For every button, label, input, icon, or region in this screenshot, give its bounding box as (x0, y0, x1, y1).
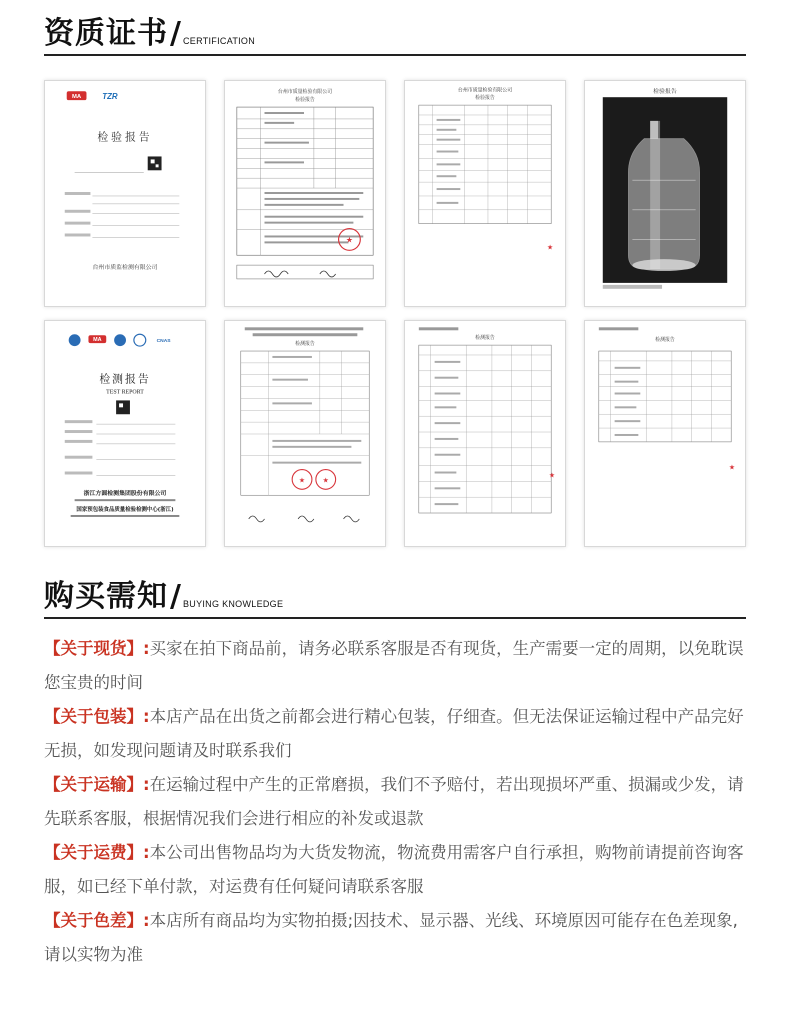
buying-header (44, 577, 746, 619)
certification-header (44, 14, 746, 56)
note-freight (44, 836, 746, 904)
ma-logo-icon (67, 91, 87, 100)
cert-4-heading: 检验报告 (653, 89, 677, 96)
cert-7-heading: 检测报告 (475, 335, 495, 342)
buying-notes (44, 632, 746, 972)
cert-2-heading: 检验报告 (295, 97, 315, 104)
title-slash: / (170, 16, 181, 51)
note-text: 本店所有商品均为实物拍摄;因技术、显示器、光线、环境原因可能存在色差现象,请以实物为准 (44, 911, 738, 964)
certificate-4[interactable] (584, 80, 746, 307)
header-rule (44, 54, 746, 56)
cert-5-footer: 浙江方圆检测集团股份有限公司 (83, 491, 167, 498)
note-tag: 【关于运输】: (44, 775, 150, 794)
certificate-6[interactable] (224, 320, 386, 547)
red-stamp-icon: ★ (548, 471, 556, 480)
cert-5-subheading: TEST REPORT (106, 389, 144, 396)
note-text: 本公司出售物品均为大货发物流，物流费用需客户自行承担，购物前请提前咨询客服，如已经下单付款，对运费有任何疑问请联系客服 (44, 843, 744, 896)
ilac-logo-icon (114, 334, 126, 346)
svg-text:★: ★ (298, 476, 306, 485)
qr-code-icon (148, 156, 162, 170)
note-tag: 【关于包装】: (44, 707, 150, 726)
org-logo-icon (69, 334, 81, 346)
note-packaging (44, 700, 746, 768)
header-rule (44, 617, 746, 619)
certificate-1[interactable] (44, 80, 206, 307)
tzr-logo-icon (102, 92, 118, 101)
certificate-8[interactable] (584, 320, 746, 547)
cert-5-footer2: 国家预包装食品质量检验检测中心(浙江) (76, 507, 174, 514)
certificate-7[interactable] (404, 320, 566, 547)
title-slash: / (170, 579, 181, 614)
svg-text:TZR: TZR (102, 92, 118, 102)
red-stamp-icon: ★ (728, 463, 736, 472)
note-text: 买家在拍下商品前，请务必联系客服是否有现货，生产需要一定的周期，以免耽误您宝贵的时间 (44, 639, 744, 692)
note-text: 本店产品在出货之前都会进行精心包装，仔细查。但无法保证运输过程中产品完好无损，如发现问题请及时联系我们 (44, 707, 744, 760)
cert-5-heading: 检测报告 (99, 372, 151, 386)
svg-text:★: ★ (322, 476, 329, 485)
certification-title: 资质证书 (44, 16, 168, 51)
note-tag: 【关于运费】: (44, 843, 150, 862)
cert-6-heading: 检测报告 (295, 341, 315, 348)
buying-subtitle: BUYING KNOWLEDGE (182, 599, 284, 609)
buying-title: 购买需知 (44, 579, 168, 614)
note-color (44, 904, 746, 972)
cert-3-header: 台州市质量检验有限公司 (457, 87, 513, 94)
svg-text:MA: MA (72, 94, 82, 101)
certificate-grid (44, 80, 746, 547)
note-shipping (44, 768, 746, 836)
certificate-3[interactable] (404, 80, 566, 307)
red-stamp-icon: ★ (546, 243, 554, 252)
note-stock (44, 632, 746, 700)
certificate-5[interactable] (44, 320, 206, 547)
cert-8-heading: 检测报告 (655, 337, 675, 344)
ma-logo-icon (88, 335, 106, 343)
svg-text:MA: MA (93, 337, 102, 344)
note-tag: 【关于现货】: (44, 639, 150, 658)
svg-text:CNAS: CNAS (156, 339, 171, 345)
note-text: 在运输过程中产生的正常磨损，我们不予赔付，若出现损坏严重、损漏或少发，请先联系客服，根据情况我们会进行相应的补发或退款 (44, 775, 744, 828)
note-tag: 【关于色差】: (44, 911, 150, 930)
certification-subtitle: CERTIFICATION (182, 36, 256, 46)
cert-1-heading: 检验报告 (97, 130, 153, 144)
cert-1-footer: 台州市质监检测有限公司 (92, 265, 158, 272)
svg-text:★: ★ (345, 235, 353, 245)
bottle-icon (628, 121, 699, 271)
certificate-2[interactable] (224, 80, 386, 307)
cert-2-header: 台州市质量检验有限公司 (277, 89, 333, 96)
cert-3-heading: 检验报告 (475, 95, 495, 102)
